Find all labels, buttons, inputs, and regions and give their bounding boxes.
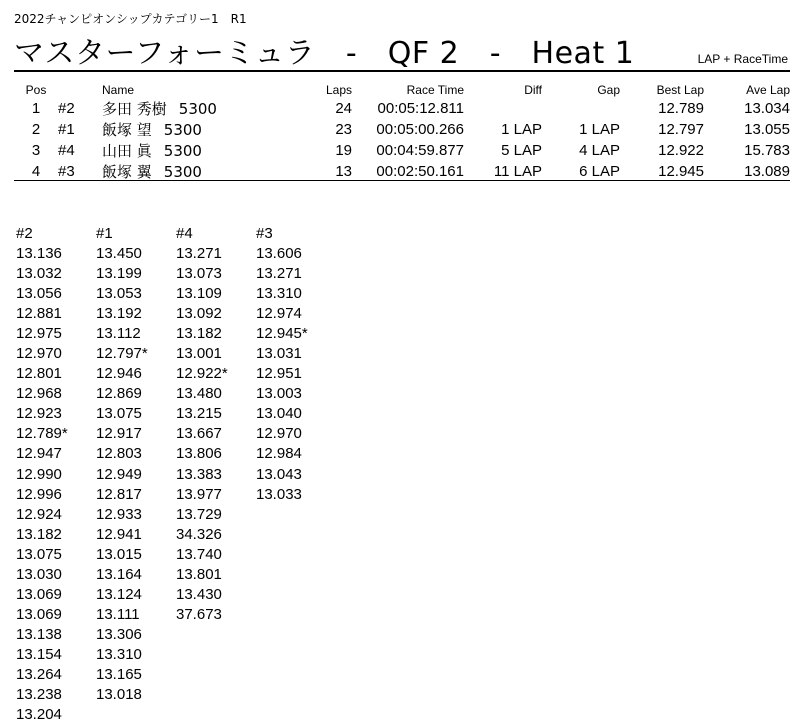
lap-times-grid [16,224,336,725]
result-ave-lap: 13.055 [744,121,790,138]
results-header-row [14,82,790,98]
result-pos: 2 [31,121,41,138]
lap-time: 34.326 [176,525,222,543]
lap-time: 12.797* [96,345,148,363]
driver-code: 5300 [163,163,202,181]
results-body [14,98,790,182]
result-row [14,119,790,140]
col-laps: Laps [325,83,352,97]
col-gap: Gap [597,83,620,97]
lap-time: 13.056 [16,285,62,303]
lap-time: 13.069 [16,585,62,603]
lap-time: 12.975 [16,325,62,343]
lap-time: 13.015 [96,545,142,563]
lap-time: 13.450 [96,245,142,262]
lap-time: 13.001 [176,345,222,363]
lap-time: 13.112 [96,325,141,343]
lap-time: 12.949 [96,465,142,483]
lap-time: 13.182 [16,525,62,543]
lap-time: 13.806 [176,445,222,463]
col-race-time: Race Time [406,83,464,97]
result-pos: 3 [31,142,41,159]
result-driver-name [102,161,294,182]
lap-time: 13.040 [256,405,302,423]
lap-time: 13.306 [96,625,142,643]
result-ave-lap: 15.783 [744,142,790,159]
lap-time: 13.480 [176,385,222,403]
col-pos: Pos [25,83,47,97]
lap-time: 13.154 [16,645,62,663]
driver-code: 5300 [163,142,202,160]
result-diff: 1 LAP [501,121,542,138]
result-race-time: 00:05:12.811 [377,100,464,117]
lap-time: 12.968 [16,385,62,403]
lap-time: 13.111 [96,605,140,623]
driver-code: 5300 [178,100,217,118]
lap-column-car: #3 [256,225,273,242]
results-table [14,82,790,182]
result-gap: 4 LAP [579,142,620,159]
lap-time: 13.073 [176,265,222,283]
lap-time: 12.970 [16,345,62,363]
lap-column-car: #4 [176,225,193,242]
result-car-number: #4 [58,142,75,159]
event-subtitle: 2022チャンピオンシップカテゴリー1 R1 [14,12,247,26]
lap-time: 12.789* [16,425,68,443]
lap-time: 13.310 [96,645,142,663]
lap-time: 13.138 [16,625,62,643]
result-ave-lap: 13.089 [744,163,790,180]
lap-column-car: #2 [16,225,33,242]
lap-time: 13.310 [256,285,302,303]
result-row [14,98,790,119]
lap-time: 12.946 [96,365,142,383]
results-rule [14,180,790,181]
lap-time: 12.881 [16,305,62,323]
lap-time: 13.264 [16,665,62,683]
lap-time: 13.075 [16,545,62,563]
driver-name: 山田 眞 [102,142,152,160]
lap-time: 12.974 [256,305,302,323]
lap-column [176,224,256,725]
driver-name: 多田 秀樹 [102,100,167,118]
result-pos: 4 [31,163,41,180]
col-name: Name [102,83,135,97]
lap-time: 12.941 [96,525,142,543]
result-laps: 13 [335,163,352,180]
lap-time: 12.990 [16,465,62,483]
lap-time: 13.182 [176,325,222,343]
result-car-number: #1 [58,121,75,138]
result-car-number: #3 [58,163,75,180]
driver-name: 飯塚 翼 [102,163,152,181]
header-rule [14,70,790,72]
result-best-lap: 12.922 [658,142,704,159]
lap-time: 13.109 [176,285,222,303]
lap-column-car: #1 [96,225,113,242]
result-gap: 6 LAP [579,163,620,180]
result-race-time: 00:04:59.877 [376,142,464,159]
lap-time: 12.984 [256,445,302,463]
lap-time: 13.271 [256,265,302,283]
result-gap [542,98,620,119]
result-laps: 19 [335,142,352,159]
lap-time: 13.032 [16,265,62,283]
lap-time: 13.729 [176,505,222,523]
lap-time: 13.165 [96,665,142,683]
lap-time: 13.801 [176,565,222,583]
lap-time: 13.033 [256,485,302,503]
lap-column [16,224,96,725]
lap-time: 12.923 [16,405,62,423]
page-title: マスターフォーミュラ - QF 2 - Heat 1 [14,36,635,71]
lap-time: 12.951 [256,365,302,383]
lap-time: 13.053 [96,285,142,303]
result-best-lap: 12.789 [658,100,704,117]
lap-time: 13.271 [176,245,222,262]
lap-time: 13.069 [16,605,62,623]
result-diff: 5 LAP [501,142,542,159]
lap-time: 12.996 [16,485,62,503]
result-diff [464,98,542,119]
lap-time: 13.667 [176,425,222,443]
result-driver-name [102,98,294,119]
lap-column [256,224,336,725]
lap-time: 12.817 [96,485,142,503]
result-driver-name [102,119,294,140]
result-row [14,161,790,182]
result-car-number: #2 [58,100,75,117]
result-best-lap: 12.945 [658,163,704,180]
col-best-lap: Best Lap [656,83,704,97]
lap-time: 12.801 [16,365,62,383]
lap-time: 37.673 [176,605,222,623]
lap-time: 13.238 [16,686,62,704]
col-ave-lap: Ave Lap [746,83,790,97]
result-laps: 24 [335,100,352,117]
lap-column [96,224,176,725]
lap-time: 12.933 [96,505,142,523]
result-laps: 23 [335,121,352,138]
lap-time: 13.075 [96,405,142,423]
lap-time: 13.740 [176,545,222,563]
lap-time: 12.869 [96,385,142,403]
lap-time: 12.947 [16,445,62,463]
lap-time: 13.199 [96,265,142,283]
lap-time: 12.922* [176,365,228,383]
lap-time: 13.215 [176,405,222,423]
report-mode: LAP + RaceTime [697,52,788,66]
lap-time: 13.136 [16,245,62,262]
result-ave-lap: 13.034 [744,100,790,117]
result-best-lap: 12.797 [658,121,704,138]
lap-time: 13.031 [256,345,302,363]
result-pos: 1 [31,100,41,117]
lap-time: 12.970 [256,425,302,443]
result-race-time: 00:05:00.266 [376,121,464,138]
lap-time: 13.606 [256,245,302,262]
lap-time: 13.164 [96,565,142,583]
lap-time: 13.092 [176,305,222,323]
lap-time: 13.003 [256,385,302,403]
col-no [58,82,102,98]
driver-code: 5300 [163,121,202,139]
lap-time: 13.018 [96,686,142,704]
result-diff: 11 LAP [493,163,542,180]
lap-time: 13.124 [96,585,142,603]
col-diff: Diff [524,83,542,97]
lap-time: 13.977 [176,485,222,503]
lap-time: 13.043 [256,465,302,483]
result-gap: 1 LAP [579,121,620,138]
lap-time: 13.204 [16,706,62,724]
lap-time: 13.383 [176,465,222,483]
lap-time: 13.430 [176,585,222,603]
lap-time: 12.945* [256,325,308,343]
lap-time: 12.917 [96,425,142,443]
lap-time: 12.803 [96,445,142,463]
result-row [14,140,790,161]
lap-time: 12.924 [16,505,62,523]
driver-name: 飯塚 望 [102,121,152,139]
lap-time: 13.192 [96,305,142,323]
result-race-time: 00:02:50.161 [376,163,464,180]
result-driver-name [102,140,294,161]
lap-time: 13.030 [16,565,62,583]
